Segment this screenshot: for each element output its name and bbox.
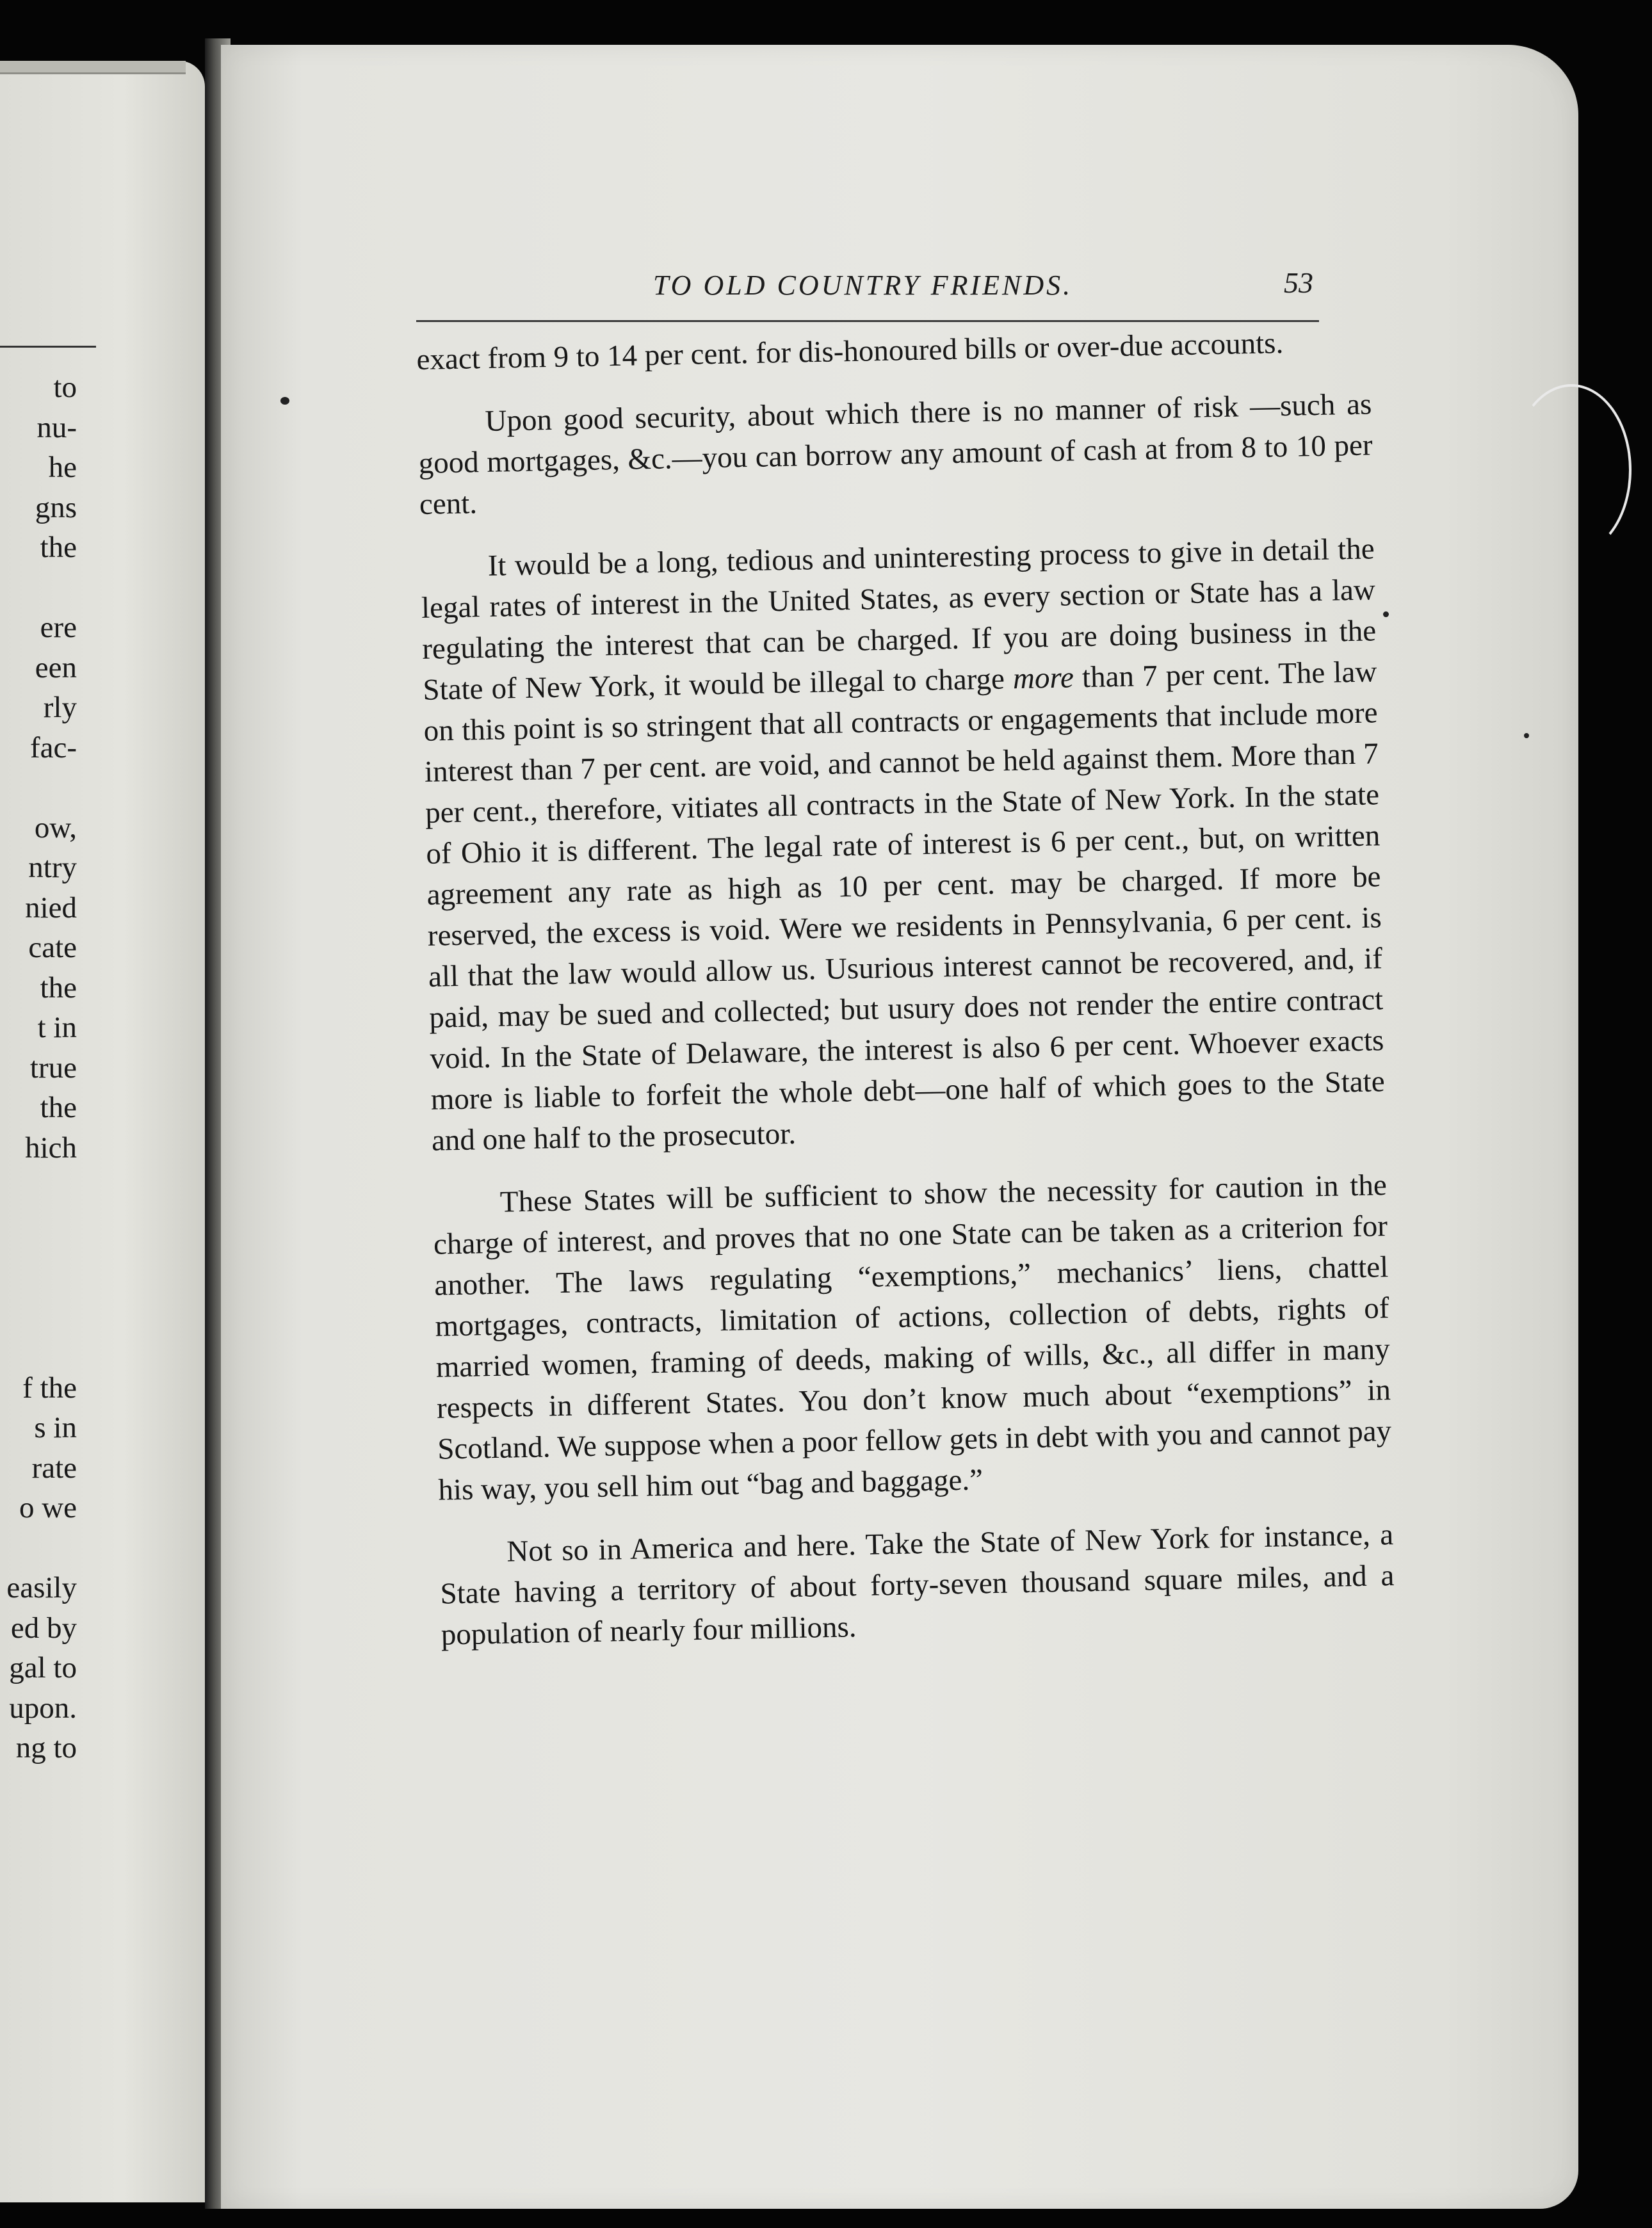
left-page-fragment: ng to [15, 1731, 77, 1764]
ink-speck [1383, 611, 1389, 617]
left-page-fragment: true [29, 1051, 77, 1085]
page-number: 53 [1284, 266, 1313, 299]
paragraph-2: Upon good security, about which there is no manner of risk —such as good mortgages, &c.—you can borrow any amount of cash at from 8 to 10 per cent. [418, 387, 1373, 521]
head-rule [416, 320, 1319, 322]
ink-speck [280, 397, 289, 405]
left-page-fragment: the [40, 531, 77, 564]
paragraph-5: Not so in America and here. Take the State of New York for instance, a State having a territory of about forty-seven thousand square miles, and a population of nearly four millions. [440, 1518, 1395, 1652]
paragraph-1: exact from 9 to 14 per cent. for dis-honoured bills or over-due accounts. [416, 327, 1284, 376]
left-page-fragment: o we [19, 1491, 77, 1524]
left-page-edge [0, 61, 186, 74]
paragraph-3-emphasis: more [1012, 661, 1074, 696]
left-page-head-rule [0, 346, 96, 348]
left-page-fragment: ntry [28, 851, 77, 884]
left-page-fragment: ow, [34, 811, 77, 844]
left-page-fragment: s in [34, 1411, 77, 1444]
left-page-fragment: een [35, 650, 77, 684]
ink-speck [1524, 733, 1529, 738]
left-page-fragment: nied [25, 891, 77, 924]
left-page-fragment: t in [37, 1011, 77, 1044]
left-page-fragment: the [40, 1091, 77, 1124]
left-page-fragment: f the [22, 1371, 77, 1405]
left-page-fragment: rate [31, 1451, 77, 1485]
left-page-fragment: cate [28, 931, 77, 964]
left-page [0, 61, 205, 2202]
page-curl-mark [1511, 384, 1632, 556]
paragraph-3-before: It would be a long, tedious and uninteresting process to give in detail the legal rates of interest in the United States, as every section or State has a law regulating the interest that can be charged. If you are doing business in the State of New York, it would be illegal to charge [421, 532, 1377, 707]
left-page-fragment: nu- [36, 410, 77, 444]
paragraph-3 [420, 528, 1386, 1161]
running-head: TO OLD COUNTRY FRIENDS. [653, 270, 1073, 301]
left-page-fragment: to [53, 371, 77, 404]
paragraph-3-after: than 7 per cent. The law on this point is so stringent that all contracts or engagements that include more interest than 7 per cent. are void, and cannot be held against them. More than 7 per cent., therefore, vitiates all contracts in the State of New York. In the state of Ohio it is different. The legal rate of interest is 6 per cent., but, on written agreement any rate as high as 10 per cent. may be charged. If more be reserved, the excess is void. Were we residents in Pennsylvania, 6 per cent. is all that the law would allow us. Usurious interest cannot be recovered, and, if paid, may be sued and collected; but usury does not render the entire contract void. In the State of Delaware, the interest is also 6 per cent. Whoever exacts more is liable to forfeit the whole debt—one half of which goes to the State and one half to the prosecutor. [423, 655, 1386, 1158]
left-page-fragment: fac- [29, 731, 77, 764]
left-page-fragment: ed by [10, 1611, 77, 1645]
left-page-fragment: ere [40, 611, 77, 644]
left-page-fragment: hich [25, 1131, 77, 1165]
left-page-fragment: the [40, 971, 77, 1005]
left-page-fragment: upon. [9, 1691, 77, 1725]
paragraph-4: These States will be sufficient to show the necessity for caution in the charge of interest, and proves that no one State can be taken as a criterion for another. The laws regulating “exemptions,” mechanics’ liens, chattel mortgages, contracts, limitation of actions, collection of debts, rights of married women, framing of deeds, making of wills, &c., all differ in many respects in different States. You don’t know much about “exemptions” in Scotland. We suppose when a poor fellow gets in debt with you and cannot pay his way, you sell him out “bag and baggage.” [433, 1168, 1392, 1507]
left-page-fragment: easily [6, 1571, 77, 1604]
left-page-fragment: gal to [9, 1651, 77, 1684]
body-text [416, 321, 1396, 1677]
left-page-fragment: gns [35, 490, 77, 524]
left-page-fragment: he [48, 451, 77, 484]
left-page-fragment: rly [43, 691, 77, 724]
